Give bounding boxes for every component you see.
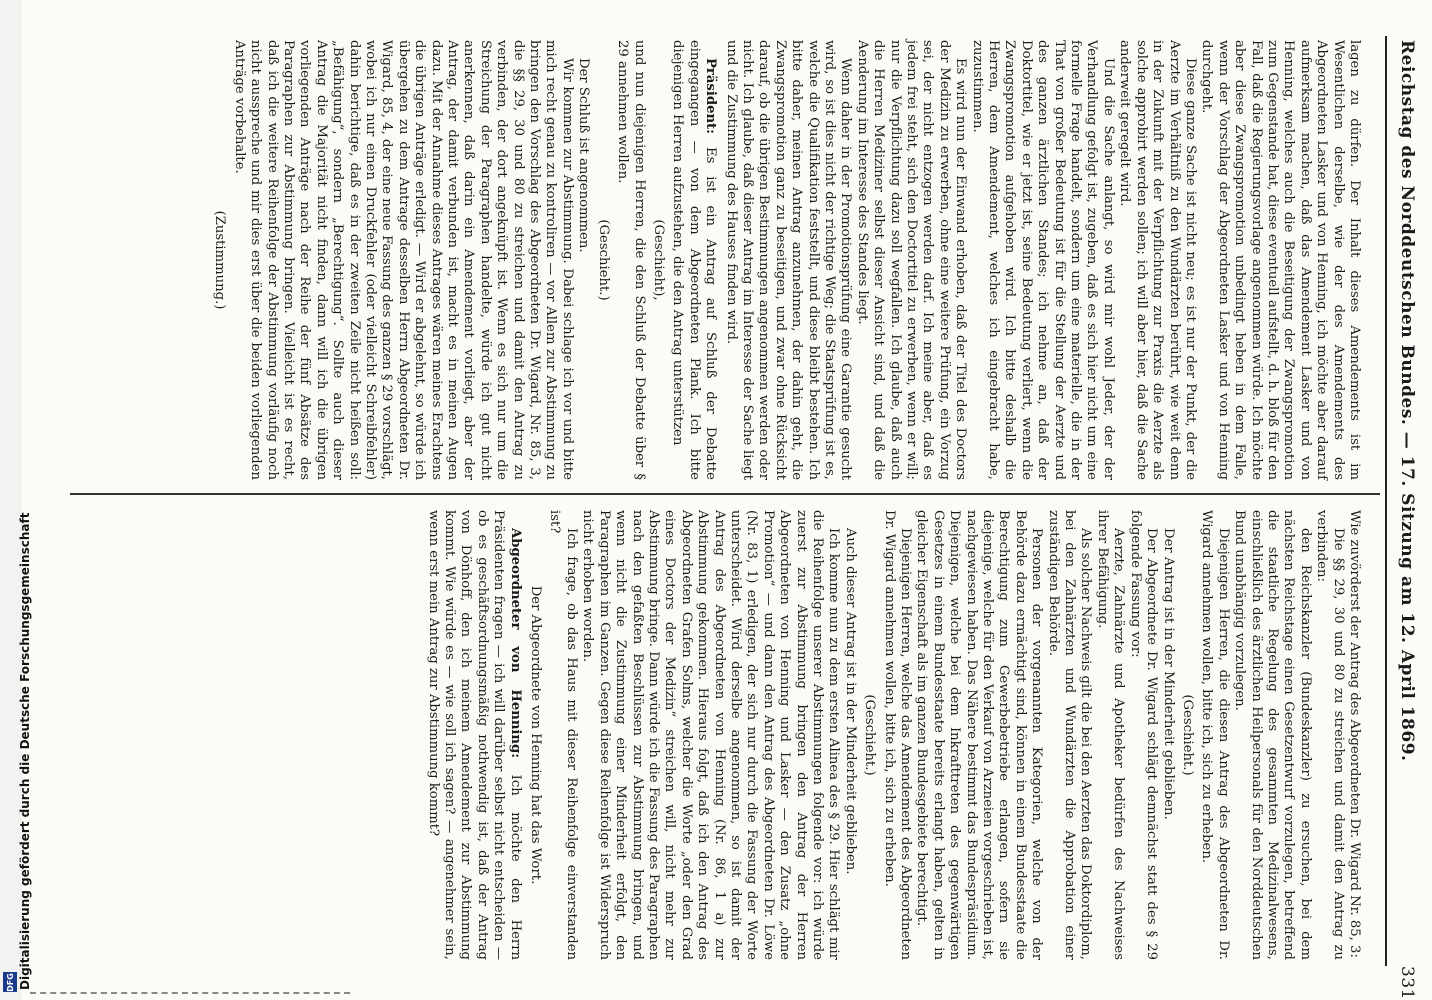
interjection: (Geschieht), bbox=[650, 219, 666, 301]
speech-text: Es ist ein Antrag auf Schluß der Debatte eingegangen — von dem Abgeordneten Plank. Ich bitte diejenigen Herren aufzustehen, die den Antrag unterstützen bbox=[670, 40, 719, 480]
president-statement bbox=[669, 40, 718, 480]
paragraph: Diejenigen Herren, die diesen Antrag des Abgeordneten Dr. Wigard annehmen wollen, bitte ich, sich zu erheben. bbox=[1199, 510, 1231, 960]
interjection: (Zustimmung.) bbox=[212, 210, 228, 310]
quoted-motion: den Reichskanzler (Bundeskanzler) zu ersuchen, bei dem nächsten Reichstage einen Gesetzentwurf vorzulegen, betreffend die staatliche Regelung des gesammten Medizinalwesens, einschließlich des ärztlichen Heilpersonals für den Norddeutschen Bund unabhängig vorzulegen. bbox=[1232, 510, 1313, 960]
speaker-name: Präsident: bbox=[703, 58, 719, 135]
running-title: Reichstag des Norddeutschen Bundes. — 17. Sitzung am 12. April 1869. bbox=[1397, 40, 1417, 762]
paragraph: Der Abgeordnete Dr. Wigard schlägt demnächst statt des § 29 folgende Fassung vor: bbox=[1127, 510, 1160, 960]
paragraph: Die §§ 29, 30 und 80 zu streichen und damit den Antrag zu verbinden: bbox=[1314, 510, 1346, 960]
paragraph: Es wird nun der Einwand erhoben, daß der Titel des Doctors der Medizin zu erwerben, ohne eine weitere Prüfung, ein Vorzug sei, der nicht entzogen werden darf. Ich meine aber, daß es jedem frei steht, sich den Doctortitel zu erwerben, wenn er will; nur die Verpflichtung dazu soll wegfallen. Ich glaube, daß auch die Herren Mediziner selbst dieser Ansicht sind, und daß die Aenderung im Interesse des Standes liegt. bbox=[854, 40, 969, 480]
paragraph: Diese ganze Sache ist nicht neu; es ist nur der Punkt, der die Aerzte im Verhältniß zu den Wundärzten berührt, wie weit denn in der Zukunft mit der Verpflichtung zur Praxis die Aerzte als solche approbirt werden sollen; ich will aber hier, daß die Sache anderweit geregelt wird. bbox=[1117, 40, 1198, 480]
paragraph: Ich komme nun zu dem ersten Alinea des § 29. Hier schlägt mir die Reihenfolge unserer Abstimmungen folgende vor: ich würde zuerst zur Abstimmung bringen den Antrag der Herren Abgeordneten von Henning und Lasker — den Zusatz „ohne Promotion“ — und dann den Antrag des Abgeordneten Dr. Löwe (Nr. 83, 1) erledigen, der sich nur durch die Fassung der Worte unterscheidet. Wird derselbe angenommen, so ist damit der Antrag des Abgeordneten von Henning (Nr. 86, 1 a) zur Abstimmung gekommen. Hieraus folgt, daß ich den Antrag des Abgeordneten Grafen Solms, welcher die Worte „oder den Grad eines Doctors der Medizin“ streichen will, nicht mehr zur Abstimmung bringe. Dann würde ich die Fassung des Paragraphen nach den gefaßten Beschlüssen zur Abstimmung bringen, und wenn nicht die Zustimmung einer Minderheit erfolgt, den Paragraphen im Ganzen. Gegen diese Reihenfolge ist Widerspruch nicht erhoben worden. bbox=[580, 510, 842, 960]
quoted-motion: Als solcher Nachweis gilt die bei den Aerzten das Doktordiplom, bei den Zahnärzten und Wundärzten die Approbation einer zuständigen Behörde. bbox=[1045, 510, 1094, 960]
page-number: 331 bbox=[1397, 966, 1417, 1000]
paragraph: Ich frage, ob das Haus mit dieser Reihenfolge einverstanden ist? bbox=[547, 510, 579, 960]
paragraph: und nun diejenigen Herren, die den Schluß der Debatte über § 29 annehmen wollen. bbox=[615, 40, 647, 480]
paragraph: Wie zuvörderst der Antrag des Abgeordneten Dr. Wigard Nr. 85, 3: bbox=[1347, 510, 1362, 958]
quoted-motion: Aerzte, Zahnärzte und Apotheker bedürfen des Nachweises ihrer Befähigung. bbox=[1094, 510, 1127, 960]
interjection: (Geschieht.) bbox=[862, 694, 878, 776]
paragraph: Wir kommen zur Abstimmung. Dabei schlage ich vor und bitte mich recht genau zu kontroliren — vor Allem zur Abstimmung zu bringen den Vorschlag des Abgeordneten Dr. Wigard, Nr. 85, 3, die §§ 29, 30 und 80 zu streichen und damit den Antrag zu verbinden, der dort angeknüpft ist. Wenn es sich nur um die Streichung der Paragraphen handelte, würde ich gut nicht anerkennen, daß darin ein Amendement vorliegt, aber der Antrag, der damit verbunden ist, macht es in meinen Augen dazu. Mit der Annahme dieses Antrages wären meines Erachtens die übrigen Anträge erledigt. — Wird er abgelehnt, so würde ich übergehen zu dem Antrage desselben Herrn Abgeordneten Dr. Wigard, 85, 4, der eine neue Fassung des ganzen § 29 vorschlägt, wobei ich nur einen Druckfehler (oder vielleicht Schreibfehler) dahin berichtige, daß es in der zweiten Zeile nicht heißen soll: „Befähigung“, sondern „Berechtigung“. Sollte auch dieser Antrag die Majorität nicht finden, dann will ich die übrigen vorliegenden Anträge nach der Reihe der fünf Absätze des Paragraphen zur Abstimmung bringen. Vielleicht ist es recht, daß ich die weitere Reihenfolge der Abstimmung vorläufig noch nicht ausspreche und mir dies erst über die beiden vorliegenden Anträge vorbehalte. bbox=[231, 40, 575, 480]
paragraph: lagen zu dürfen. Der Inhalt dieses Amendements ist im Wesentlichen derselbe, wie der des Amendements des Abgeordneten Lasker und von Henning, ich möchte aber darauf aufmerksam machen, daß das Amendement Lasker und von Henning, welches auch die Beseitigung der Zwangspromotion zum Gegenstande hat, diese eventuell aufstellt, d. h. bloß für den Fall, daß die Regierungsvorlage angenommen würde. Ich möchte aber diese Zwangspromotion unbedingt heben in dem Falle, wenn der Vorschlag der Abgeordneten Lasker und von Henning durchgeht. bbox=[1199, 40, 1362, 480]
page-header bbox=[1396, 40, 1418, 1000]
interjection: (Geschieht.) bbox=[595, 219, 611, 301]
quoted-motion: Personen der vorgenannten Kategorien, welche von der Behörde dazu ermächtigt sind, können in einem Bundesstaate die Berechtigung zum Gewerbebetriebe erlangen, sofern sie diejenige, welche für den Verkauf von Arzneien vorgeschrieben ist, nachgewiesen haben. Das Nähere bestimmt das Bundespräsidium. Diejenigen, welche bei dem Inkrafttreten des gegenwärtigen Gesetzes in einem Bundesstaate bereits erlangt haben, gelten in gleicher Eigenschaft als im ganzen Bundesgebiete berechtigt. bbox=[914, 510, 1045, 960]
speaker-name: Abgeordneter von Henning: bbox=[507, 528, 523, 759]
paragraph: Wenn daher in der Promotionsprüfung eine Garantie gesucht wird, so ist dies nicht der richtige Weg; die Staatsprüfung ist es, welche die Qualifikation feststellt, und diese bleibt bestehen. Ich bitte daher, meinen Antrag anzunehmen, der dahin geht, die Zwangspromotion ganz zu beseitigen, und zwar ohne Rücksicht darauf, ob die übrigen Bestimmungen angenommen werden oder nicht. Ich glaube, daß dieser Antrag im Interesse der Sache liegt und die Zustimmung des Hauses finden wird. bbox=[723, 40, 854, 480]
column-divider bbox=[70, 493, 1380, 495]
interjection: (Geschieht.) bbox=[1179, 694, 1195, 776]
paragraph: Auch dieser Antrag ist in der Minderheit geblieben. bbox=[842, 528, 858, 875]
paragraph: Diejenigen Herren, welche das Amendement des Abgeordneten Dr. Wigard annehmen wollen, bitte ich, sich zu erheben. bbox=[881, 510, 914, 960]
column-right bbox=[72, 510, 1362, 960]
column-left bbox=[72, 40, 1362, 480]
paragraph: Der Abgeordnete von Henning hat das Wort. bbox=[528, 585, 544, 885]
paragraph: Und die Sache anlangt, so wird mir wohl Jeder, der der Verhandlung gefolgt ist, zugeben, daß es sich hier nicht um eine formelle Frage handelt, sondern um eine materielle, die in der That von großer Bedeutung ist für die Stellung der Aerzte und des ganzen ärztlichen Standes; ich nehme an, daß der Doktortitel, wie er jetzt ist, seine Bedeutung verliert, wenn die Zwangspromotion aufgehoben wird. Ich bitte deshalb die Herren, dem Amendement, welches ich eingebracht habe, zuzustimmen. bbox=[969, 40, 1116, 480]
header-rule bbox=[1385, 36, 1387, 966]
dfg-logo: DFG bbox=[3, 972, 17, 992]
paragraph: Der Schluß ist angenommen. bbox=[576, 58, 592, 253]
scan-edge-marks bbox=[30, 992, 350, 996]
speech-text: Ich möchte den Herrn Präsidenten fragen — ich will darüber selbst nicht entscheiden — ob es geschäftsordnungsmäßig nothwendig ist, daß der Antrag von Dönhoff, den ich meinem Amendement zur Abstimmung kommt. Wie würde es — wie soll ich sagen? — angenehmer sein, wenn erst mein Antrag zur Abstimmung kommt? bbox=[425, 510, 523, 960]
paragraph: Der Antrag ist in der Minderheit geblieben. bbox=[1160, 528, 1176, 820]
speaker-statement bbox=[424, 510, 522, 960]
digitization-credit: Digitalisierung gefördert durch die Deutsche Forschungsgemeinschaft bbox=[18, 512, 32, 990]
